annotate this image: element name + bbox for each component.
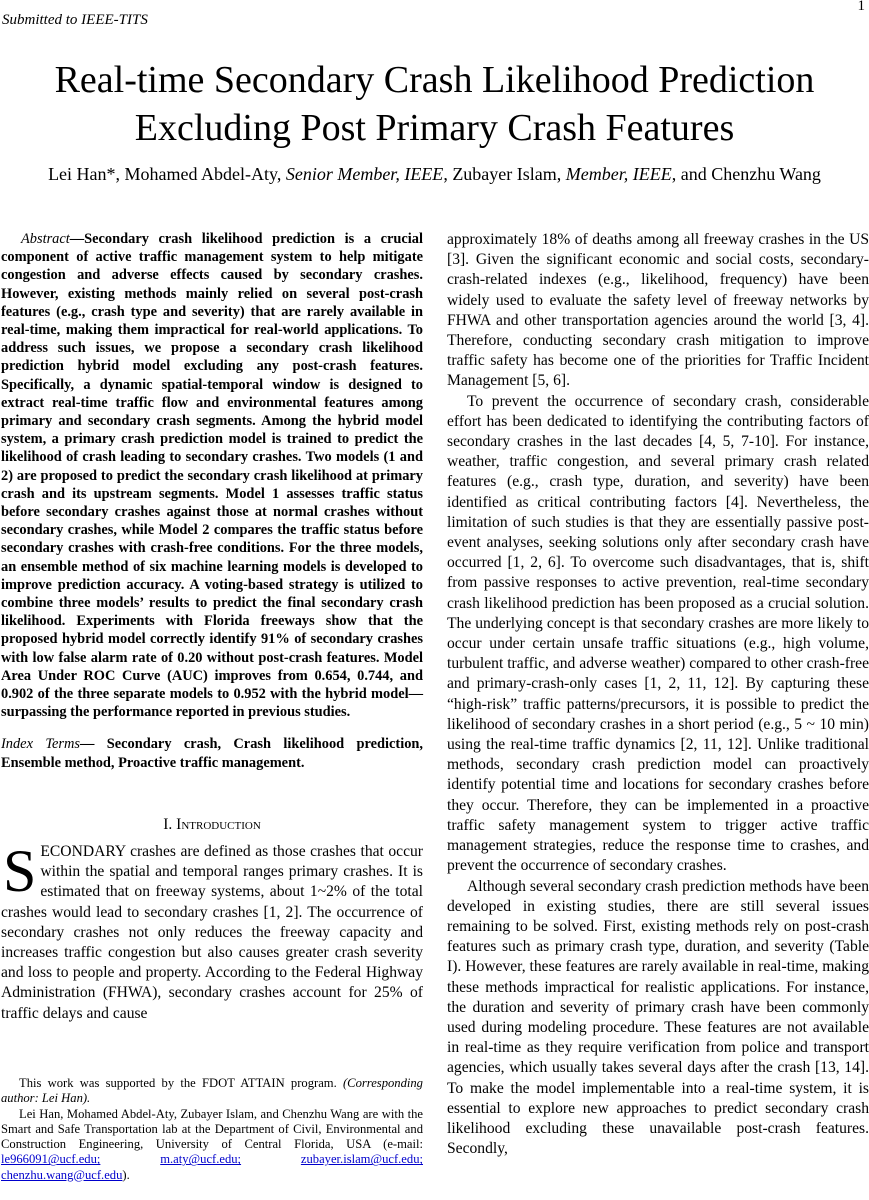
abstract-text: —Secondary crash likelihood prediction is a crucial component of active traffic management system to help mitigate congestion and adverse effects caused by secondary crashes. However, existing methods mainly relied on several post-crash features (e.g., crash type and severity) that are rarely available in real-time, making them impractical for real-world applications. To address such issues, we propose a secondary crash likelihood prediction hybrid model excluding any post-crash features. Specifically, a dynamic spatial-temporal window is designed to extract real-time traffic flow and environmental features among primary and secondary crash segments. Among the hybrid model system, a primary crash prediction model is trained to predict the likelihood of crash leading to secondary crashes. Two models (1 and 2) are proposed to predict the secondary crash likelihood at primary crash and its upstream segments. Model 1 assesses traffic status before secondary crashes against those at normal crashes without secondary crashes, while Model 2 compares the traffic status before secondary crashes with crash-free conditions. For the three models, an ensemble method of six machine learning models is developed to improve prediction accuracy. A voting-based strategy is utilized to combine three models’ results to predict the final secondary crash likelihood. Experiments with Florida freeways show that the proposed hybrid model correctly identify 91% of secondary crashes with low false alarm rate of 0.20 without post-crash features. Model Area Under ROC Curve (AUC) improves from 0.654, 0.744, and 0.902 of the three separate models to 0.952 with the hybrid model—surpassing the performance reported in previous studies. [1, 231, 423, 721]
title-line-1: Real-time Secondary Crash Likelihood Prediction [54, 59, 815, 101]
author-2-role: Member, IEEE [565, 164, 672, 184]
intro-paragraph-1 [1, 837, 423, 1024]
drop-cap: S [3, 837, 37, 904]
abstract [1, 230, 423, 721]
index-terms-text: — Secondary crash, Crash likelihood prediction, Ensemble method, Proactive traffic management. [1, 736, 424, 771]
email-link-abdel-aty[interactable]: m.aty@ucf.edu; [160, 1152, 242, 1167]
intro-paragraph-3: Although several secondary crash prediction methods have been developed in existing studies, there are still several issues remaining to be solved. First, existing methods rely on post-crash features such as primary crash type, duration, and severity (Table I). However, these features are rarely available in real-time, making these methods impractical for realistic applications. For instance, the duration and severity of primary crash have been commonly used during modeling procedure. These features are not available in real-time as they require verification from police and transport agencies, which usually takes several days after the crash [13, 14]. To make the model implementable into a real-time system, it is essential to explore new approaches to predict secondary crash likelihood excluding these unavailable post-crash features. Secondly, [447, 877, 869, 1158]
funding-note [1, 1076, 423, 1107]
corresponding-author: (Corresponding author: Lei Han). [1, 1076, 423, 1106]
author-1-role: Senior Member, IEEE [285, 164, 444, 184]
left-column [1, 230, 423, 1024]
affiliation-note [1, 1107, 423, 1183]
index-terms [1, 735, 423, 771]
intro-paragraph-1-text: crashes are defined as those crashes that occur within the spatial and temporal ranges primary crashes. It is estimated that on freeway systems, about 1~2% of the total crashes would lead to secondary crashes [1, 2]. The occurrence of secondary crashes not only reduces the freeway capacity and increases traffic congestion but also causes greater crash severity and loss to people and property. According to the Federal Highway Administration (FHWA), secondary crashes account for 25% of traffic delays and cause [1, 842, 423, 1022]
title-line-2: Excluding Post Primary Crash Features [134, 107, 735, 149]
drop-cap-word: ECONDARY [40, 842, 126, 860]
section-title: Introduction [176, 815, 261, 833]
email-link-wang[interactable]: chenzhu.wang@ucf.edu [1, 1167, 123, 1182]
index-terms-lead: Index Terms [1, 736, 80, 753]
email-link-islam[interactable]: zubayer.islam@ucf.edu; [300, 1152, 423, 1167]
email-link-han[interactable]: le966091@ucf.edu; [1, 1152, 101, 1167]
author-2: , Zubayer Islam, [443, 164, 562, 184]
section-heading-introduction [1, 816, 423, 834]
intro-paragraph-2: To prevent the occurrence of secondary crash, considerable effort has been dedicated to identifying the contributing factors of secondary crashes in the last decades [4, 5, 7-10]. For instance, weather, traffic congestion, and several primary crash related features (e.g., crash type, duration, and severity) have been identified as critical contributing factors [4]. Nevertheless, the limitation of such studies is that they are essentially passive post-event analyses, seeking solutions only after secondary crash have occurred [1, 2, 6]. To overcome such disadvantages, that is, shift from passive responses to active prevention, real-time secondary crash likelihood prediction has been proposed as a crucial solution. The underlying concept is that secondary crashes are more likely to occur under certain unsafe traffic situations (e.g., high volume, turbulent traffic, and adverse weather) compared to other crash-free and primary-crash-only cases [1, 2, 11, 12]. By capturing these “high-risk” traffic patterns/precursors, it is possible to predict the likelihood of secondary crashes in a short period (e.g., 5 ~ 10 min) using the real-time traffic dynamics [2, 11, 12]. Unlike traditional methods, secondary crash prediction model can proactively identify potential time and locations for secondary crashes before they occur. Therefore, they can be implemented in a proactive traffic safety management system to trigger active traffic management strategies, reduce the response time to crashes, and prevent the occurrence of secondary crashes. [447, 392, 869, 875]
footnote [1, 1076, 423, 1183]
paper-title [0, 56, 869, 152]
author-list [0, 164, 869, 185]
affiliation-close: ). [122, 1167, 130, 1182]
section-numeral: I. [163, 815, 177, 833]
abstract-lead: Abstract [21, 231, 70, 247]
intro-paragraph-1-continued: approximately 18% of deaths among all freeway crashes in the US [3]. Given the significant economic and social costs, secondary-crash-related indexes (e.g., likelihood, frequency) have been widely used to evaluate the safety level of freeway networks by FHWA and other transportation agencies around the world [3, 4]. Therefore, conducting secondary crash mitigation to improve traffic safety has become one of the priorities for Traffic Incident Management [5, 6]. [447, 231, 869, 390]
funding-text: This work was supported by the FDOT ATTAIN program. [19, 1076, 337, 1090]
journal-header: Submitted to IEEE-TITS [2, 12, 148, 28]
author-1: Lei Han*, Mohamed Abdel-Aty, [48, 164, 282, 184]
author-3: , and Chenzhu Wang [671, 164, 821, 184]
right-column [447, 230, 869, 1159]
page-number: 1 [857, 0, 865, 14]
affiliation-text: Lei Han, Mohamed Abdel-Aty, Zubayer Islam, and Chenzhu Wang are with the Smart and Safe Transportation lab at the Department of Civil, Environmental and Construction Engineering, University of Central Florida, USA (e-mail: [1, 1106, 423, 1152]
